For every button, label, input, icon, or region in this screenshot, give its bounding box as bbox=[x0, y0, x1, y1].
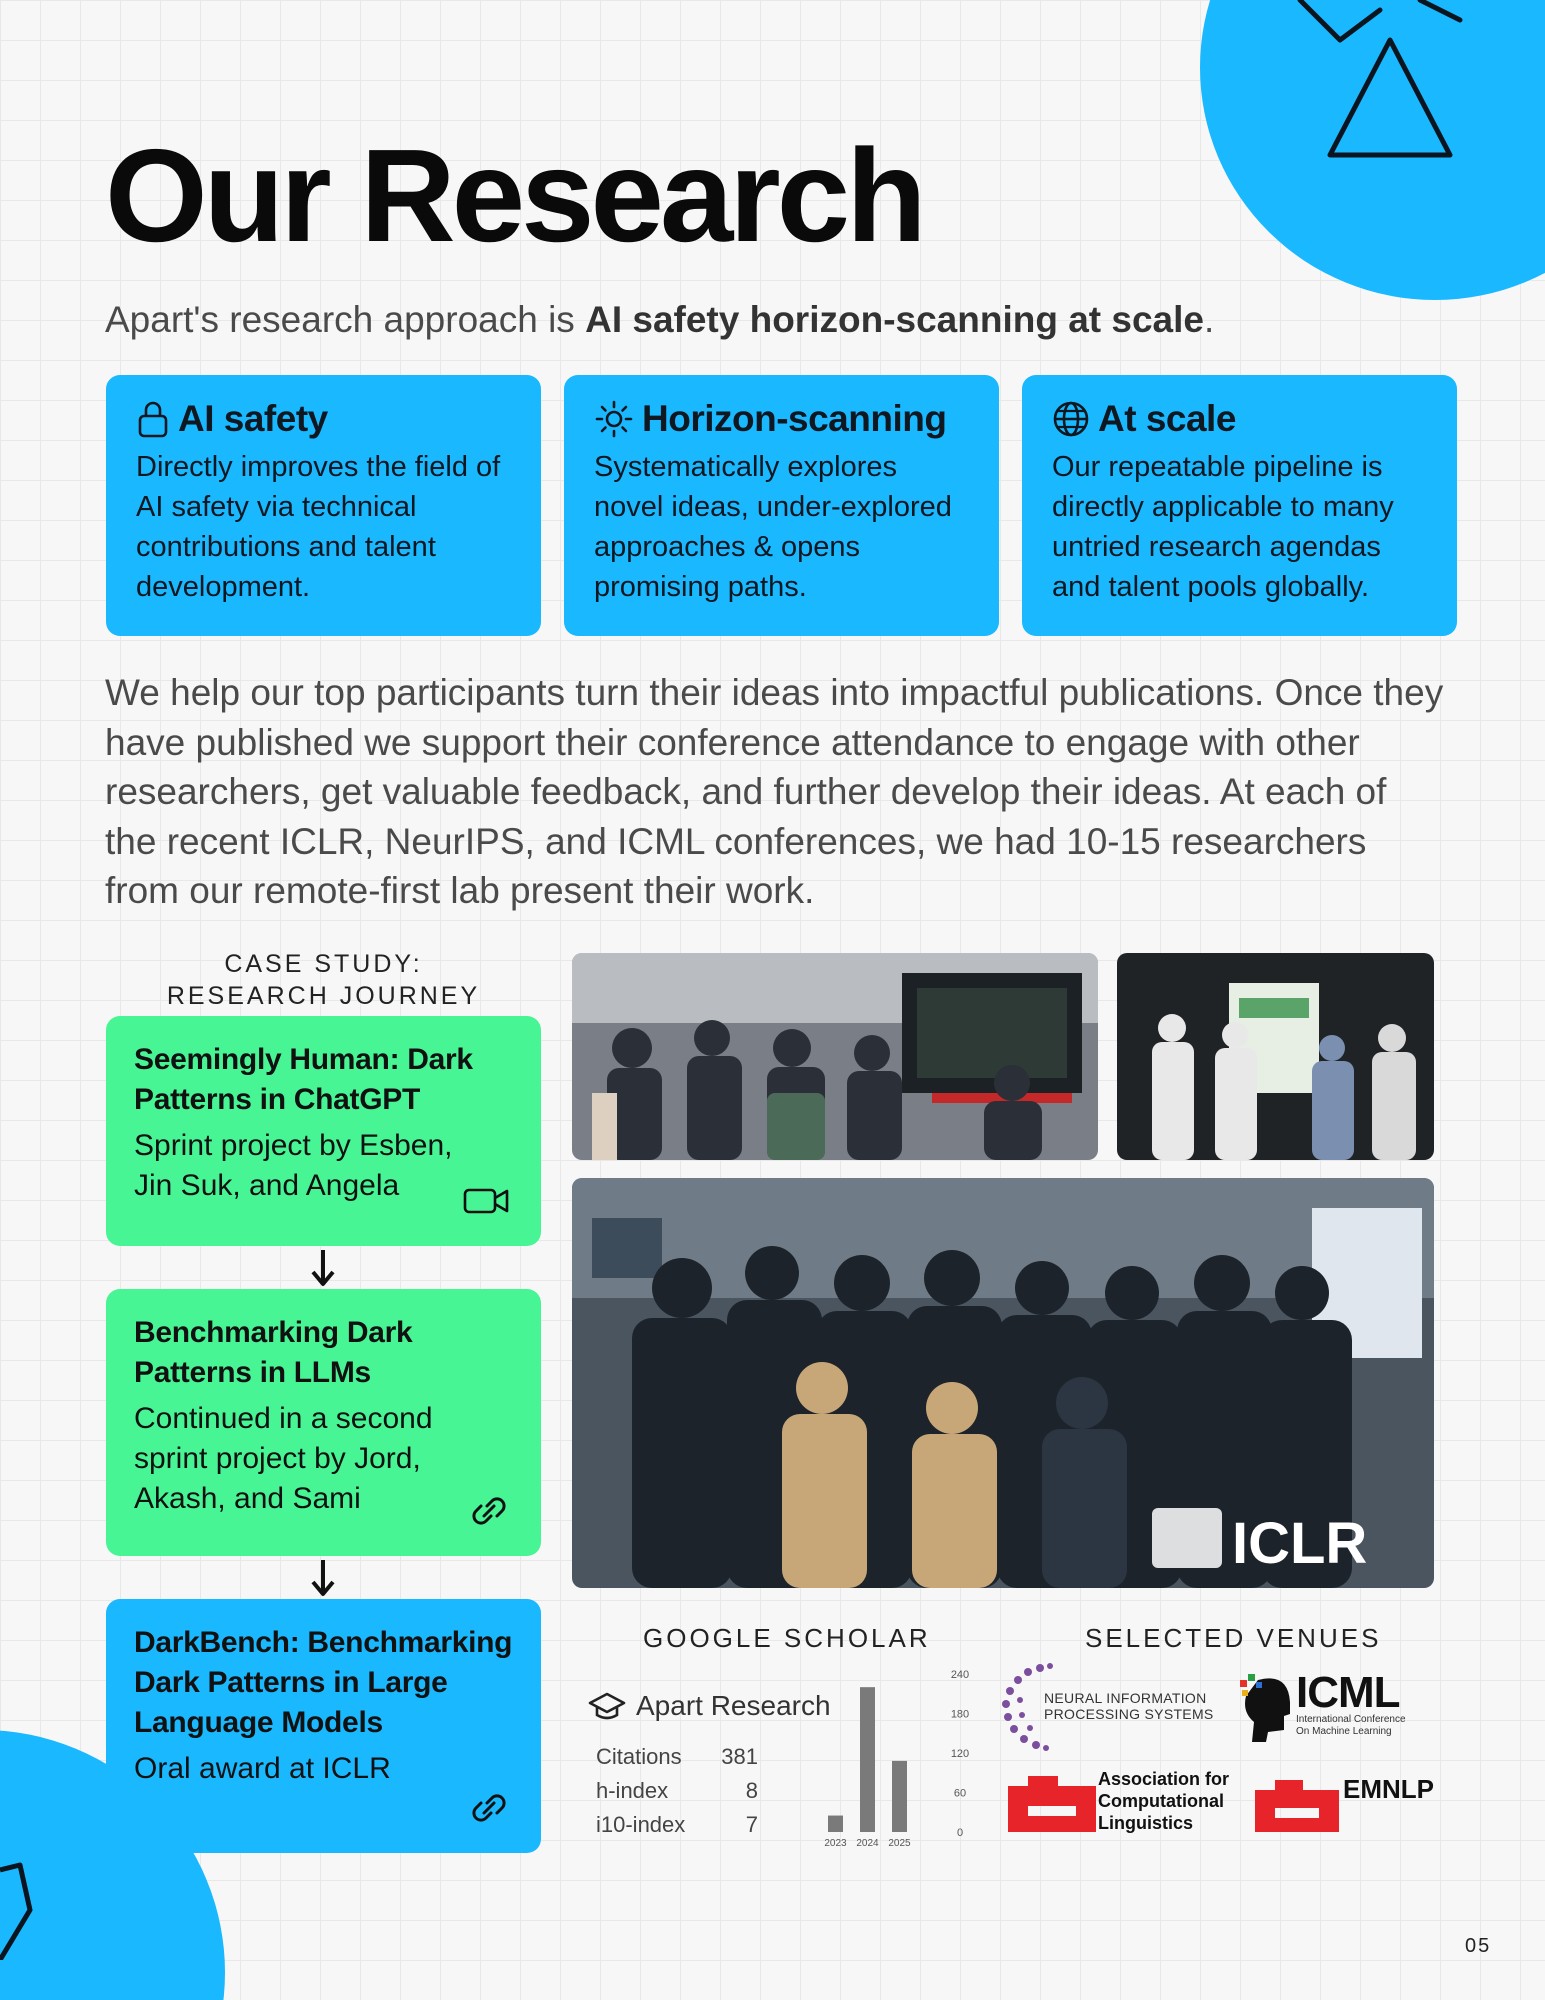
pillar-card-ai-safety bbox=[106, 375, 541, 636]
chart-y-tick-label: 240 bbox=[950, 1669, 970, 1681]
video-icon[interactable] bbox=[463, 1186, 509, 1216]
scholar-profile-name: Apart Research bbox=[636, 1690, 831, 1721]
chart-bar bbox=[860, 1687, 875, 1832]
step-text: Oral award at ICLR bbox=[134, 1752, 391, 1785]
iclr-logo bbox=[1152, 1508, 1222, 1568]
page-number: 05 bbox=[1465, 1935, 1492, 1957]
step-title: DarkBench: Benchmarking Dark Patterns in Large Language Models bbox=[134, 1626, 513, 1739]
pillar-title: AI safety bbox=[178, 398, 328, 439]
photo-team-at-poster bbox=[1117, 953, 1434, 1160]
scholar-metrics bbox=[596, 1740, 758, 1842]
chart-x-tick-label: 2024 bbox=[856, 1838, 879, 1849]
pillar-card-horizon-scanning bbox=[564, 375, 999, 636]
citations-bar-chart bbox=[810, 1660, 980, 1850]
link-icon[interactable] bbox=[469, 1793, 509, 1823]
case-study-step-3 bbox=[106, 1599, 541, 1853]
arrow-down-icon bbox=[308, 1248, 338, 1288]
body-paragraph: We help our top participants turn their ideas into impactful publications. Once they have published we support their conference attendance to engage with other researchers, get valuable feedback, and further develop their ideas. At each of the recent ICLR, NeurIPS, and ICML conferences, we had 10-15 researchers from our remote-first lab present their work. bbox=[105, 672, 1444, 911]
sun-icon bbox=[594, 399, 634, 439]
step-title: Benchmarking Dark Patterns in LLMs bbox=[134, 1316, 413, 1389]
chart-y-tick-label: 0 bbox=[956, 1827, 964, 1839]
emnlp-mark-icon bbox=[1255, 1780, 1339, 1832]
chart-x-tick-label: 2023 bbox=[824, 1838, 847, 1849]
emnlp-logo: EMNLP bbox=[1255, 1772, 1445, 1832]
intro-emphasis: AI safety horizon-scanning at scale bbox=[585, 299, 1204, 340]
step-text: Continued in a second sprint project by Jord, Akash, and Sami bbox=[134, 1402, 433, 1515]
case-study-label: CASE STUDY: RESEARCH JOURNEY bbox=[166, 950, 481, 1010]
chart-bar bbox=[892, 1761, 907, 1832]
pillar-cards bbox=[106, 375, 1457, 636]
metric-row: h-index 8 bbox=[596, 1778, 758, 1803]
page-title: Our Research bbox=[105, 122, 923, 269]
metric-row: i10-index 7 bbox=[596, 1812, 758, 1837]
scholar-profile bbox=[588, 1690, 831, 1722]
icml-head-icon bbox=[1238, 1672, 1298, 1742]
photo-poster-session bbox=[572, 953, 1098, 1160]
step-title: Seemingly Human: Dark Patterns in ChatGPT bbox=[134, 1043, 473, 1116]
graduation-cap-icon bbox=[588, 1690, 626, 1722]
icml-logo: ICML International Conference On Machine Learning bbox=[1238, 1672, 1438, 1742]
acl-mark-icon bbox=[1008, 1776, 1096, 1832]
metric-row: Citations 381 bbox=[596, 1744, 758, 1769]
chart-y-tick-label: 60 bbox=[953, 1787, 967, 1800]
pillar-text: Directly improves the field of AI safety via technical contributions and talent development. bbox=[136, 451, 501, 603]
link-icon[interactable] bbox=[469, 1496, 509, 1526]
pillar-title: At scale bbox=[1098, 398, 1236, 439]
case-study-step-1 bbox=[106, 1016, 541, 1246]
intro-text: Apart's research approach is AI safety horizon-scanning at scale. bbox=[105, 299, 1215, 340]
chart-bar bbox=[828, 1816, 843, 1832]
pillar-card-at-scale bbox=[1022, 375, 1457, 636]
triangle-outline-icon bbox=[1270, 0, 1510, 170]
step-text: Sprint project by Esben, Jin Suk, and Angela bbox=[134, 1129, 453, 1202]
pillar-text: Systematically explores novel ideas, under-explored approaches & opens promising paths. bbox=[594, 451, 952, 603]
arrow-down-icon bbox=[308, 1558, 338, 1598]
pillar-text: Our repeatable pipeline is directly applicable to many untried research agendas and talent pools globally. bbox=[1052, 451, 1394, 603]
neurips-logo: NEURAL INFORMATION PROCESSING SYSTEMS bbox=[1000, 1660, 1220, 1755]
chart-x-tick-label: 2025 bbox=[888, 1838, 911, 1849]
chart-y-tick-label: 180 bbox=[950, 1708, 970, 1721]
lock-icon bbox=[136, 400, 170, 438]
photo-iclr-group bbox=[572, 1178, 1434, 1588]
triangle-outline-icon bbox=[0, 1860, 60, 1960]
pillar-title: Horizon-scanning bbox=[642, 398, 947, 439]
globe-icon bbox=[1052, 400, 1090, 438]
google-scholar-label: GOOGLE SCHOLAR bbox=[643, 1623, 931, 1653]
case-study-step-2 bbox=[106, 1289, 541, 1556]
selected-venues-label: SELECTED VENUES bbox=[1085, 1623, 1382, 1653]
chart-y-tick-label: 120 bbox=[950, 1748, 970, 1760]
acl-logo: Association for Computational Linguistics bbox=[1008, 1768, 1238, 1838]
iclr-logo-text: ICLR bbox=[1232, 1511, 1368, 1576]
